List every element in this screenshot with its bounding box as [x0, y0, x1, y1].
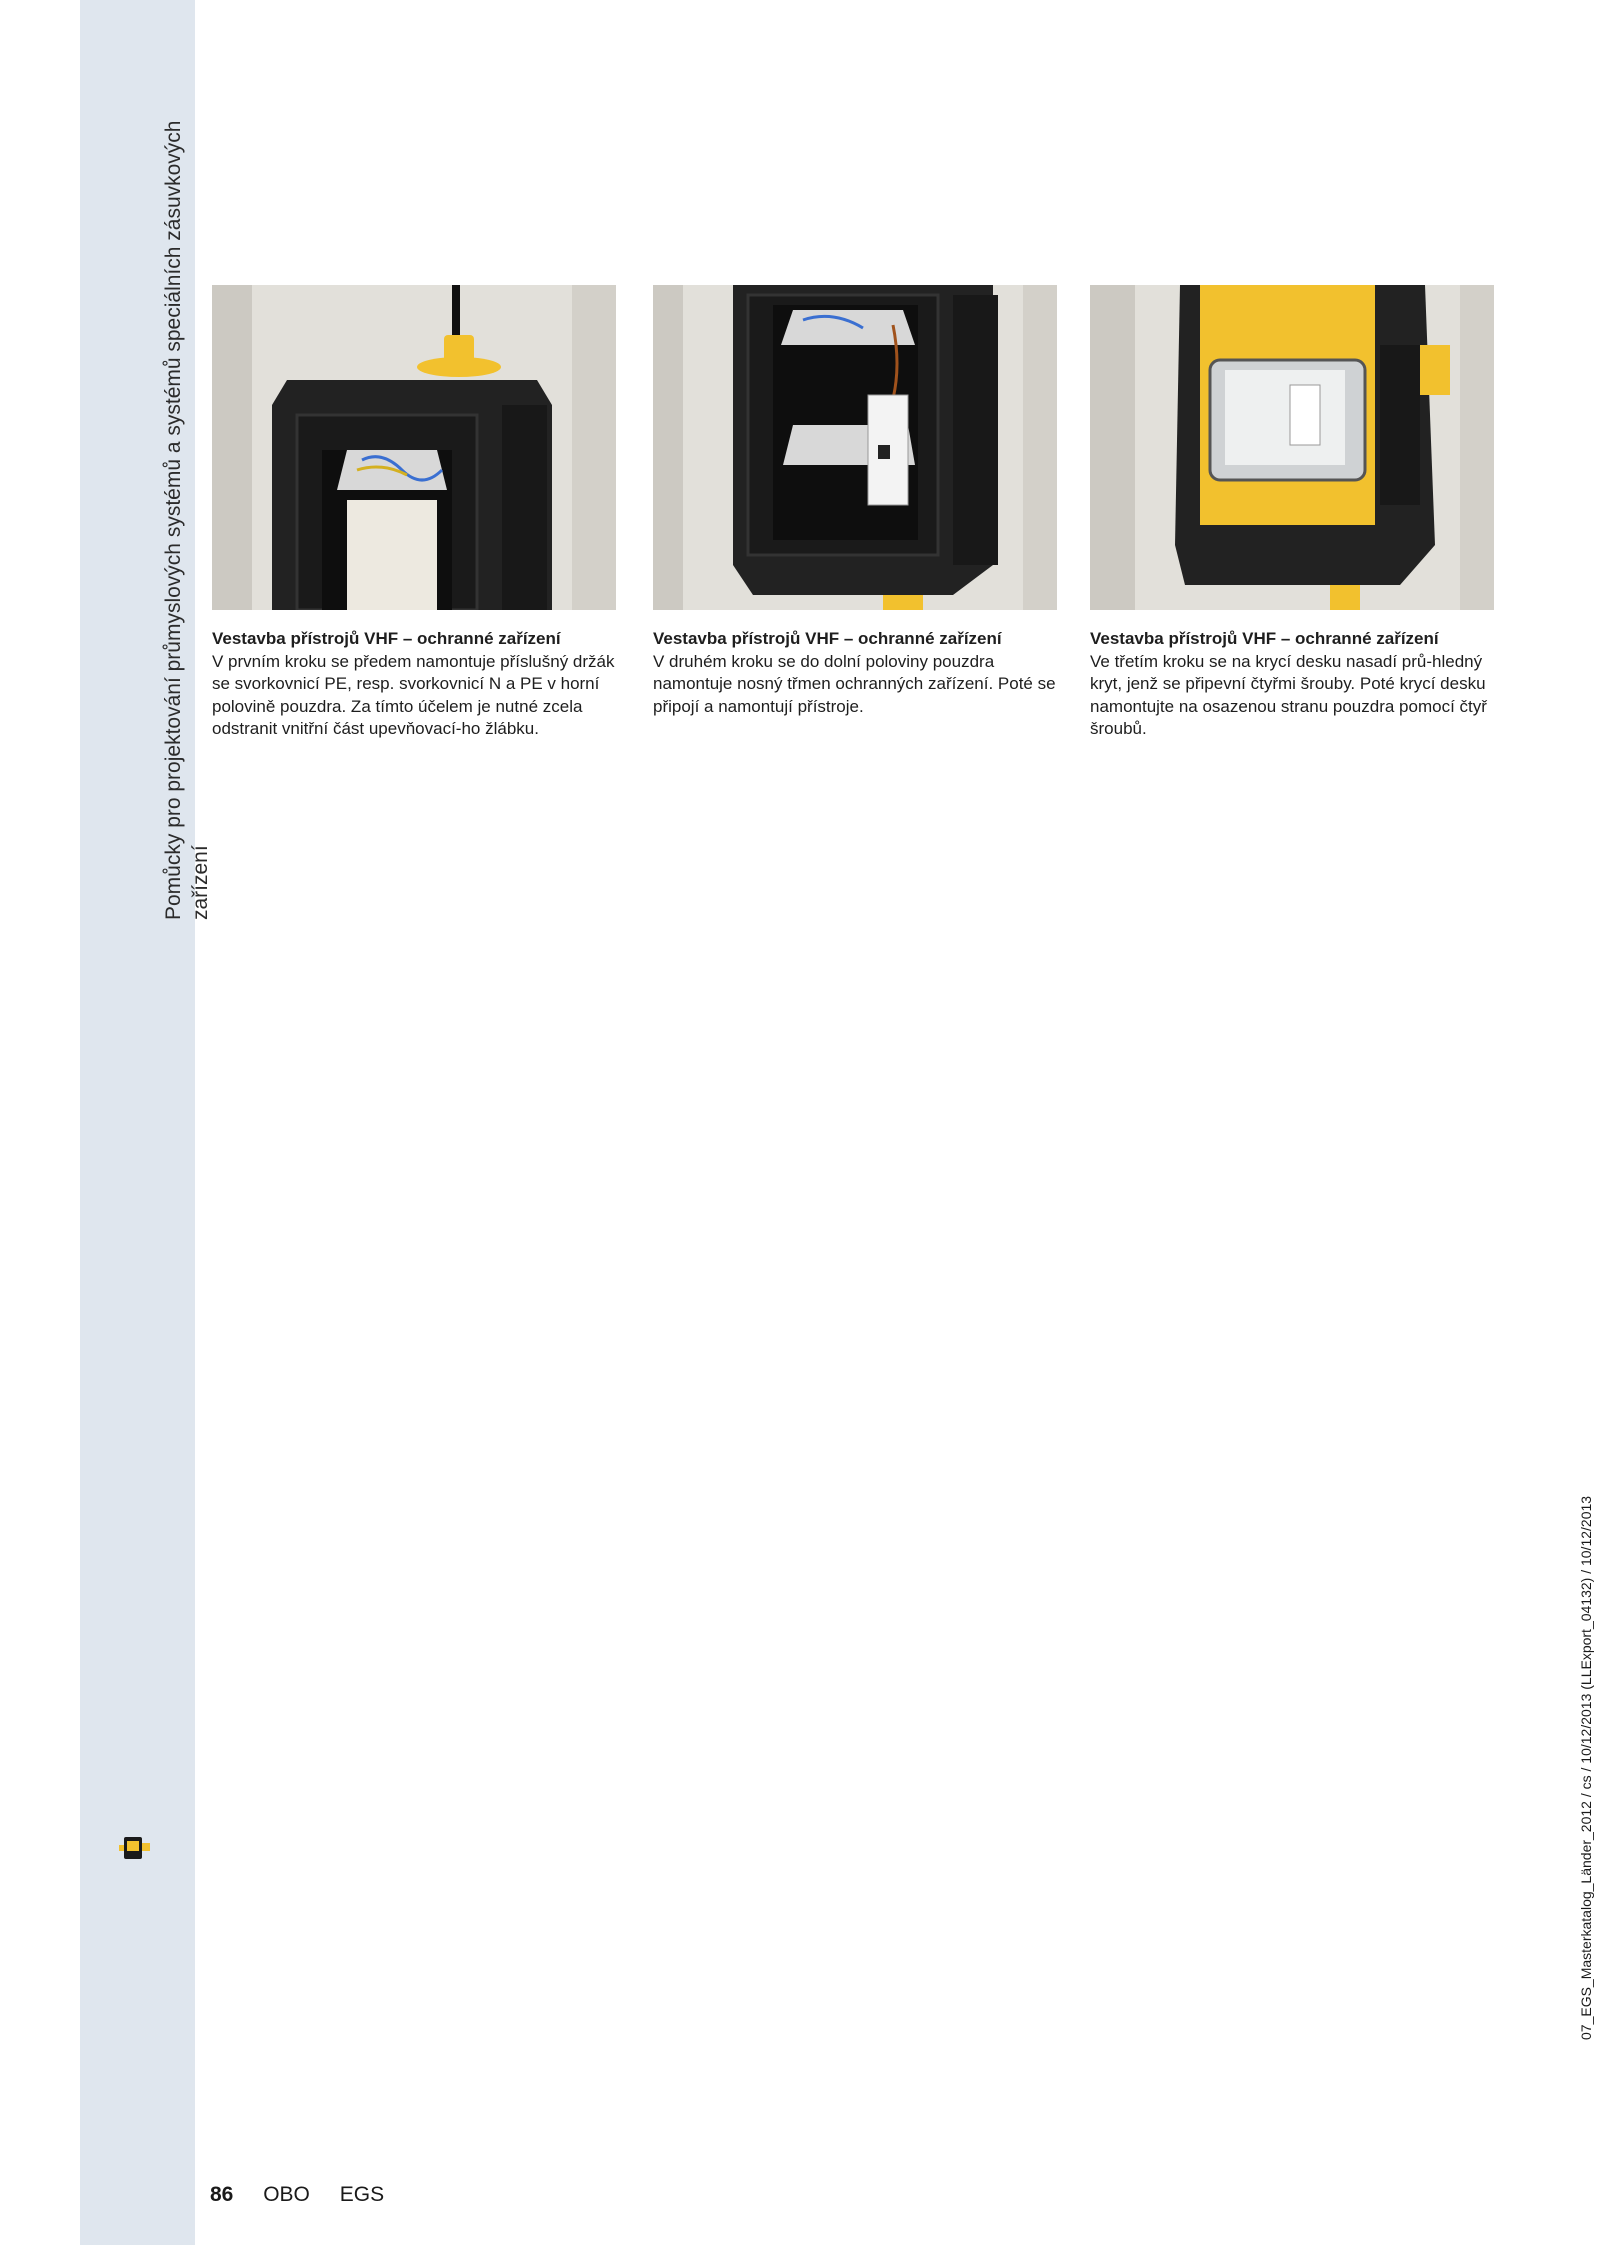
step-3 — [1090, 285, 1494, 741]
step-2 — [653, 285, 1057, 718]
step-2-text: V druhém kroku se do dolní poloviny pouzdra namontuje nosný třmen ochranných zařízení. Poté se připojí a namontují přístroje. — [653, 651, 1056, 716]
step-1-photo — [212, 285, 616, 610]
step-3-photo — [1090, 285, 1494, 610]
page-number: 86 — [210, 2183, 234, 2206]
step-3-heading: Vestavba přístrojů VHF – ochranné zařízení — [1090, 629, 1439, 648]
sidebar-title: Pomůcky pro projektování průmyslových systémů a systémů speciálních zásuvkových zařízení — [162, 120, 212, 920]
step-1-heading: Vestavba přístrojů VHF – ochranné zařízení — [212, 629, 561, 648]
step-2-caption — [653, 628, 1057, 718]
step-2-photo — [653, 285, 1057, 610]
step-3-caption — [1090, 628, 1494, 741]
socket-distributor-icon — [118, 1833, 154, 1863]
page-footer — [210, 2183, 408, 2207]
step-1-text: V prvním kroku se předem namontuje příslušný držák se svorkovnicí PE, resp. svorkovnicí N a PE v horní polovině pouzdra. Za tímto účelem je nutné zcela odstranit vnitřní část upevňovací-ho žlábku. — [212, 651, 615, 738]
file-id: 07_EGS_Masterkatalog_Länder_2012 / cs / 10/12/2013 (LLExport_04132) / 10/12/2013 — [1578, 1495, 1594, 2040]
footer-section: EGS — [339, 2183, 385, 2206]
footer-brand: OBO — [263, 2183, 310, 2206]
step-1-caption — [212, 628, 616, 741]
step-1 — [212, 285, 616, 741]
step-2-heading: Vestavba přístrojů VHF – ochranné zařízení — [653, 629, 1002, 648]
step-3-text: Ve třetím kroku se na krycí desku nasadí prů-hledný kryt, jenž se připevní čtyřmi šrouby. Poté krycí desku namontujte na osazenou stranu pouzdra pomocí čtyř šroubů. — [1090, 651, 1487, 738]
